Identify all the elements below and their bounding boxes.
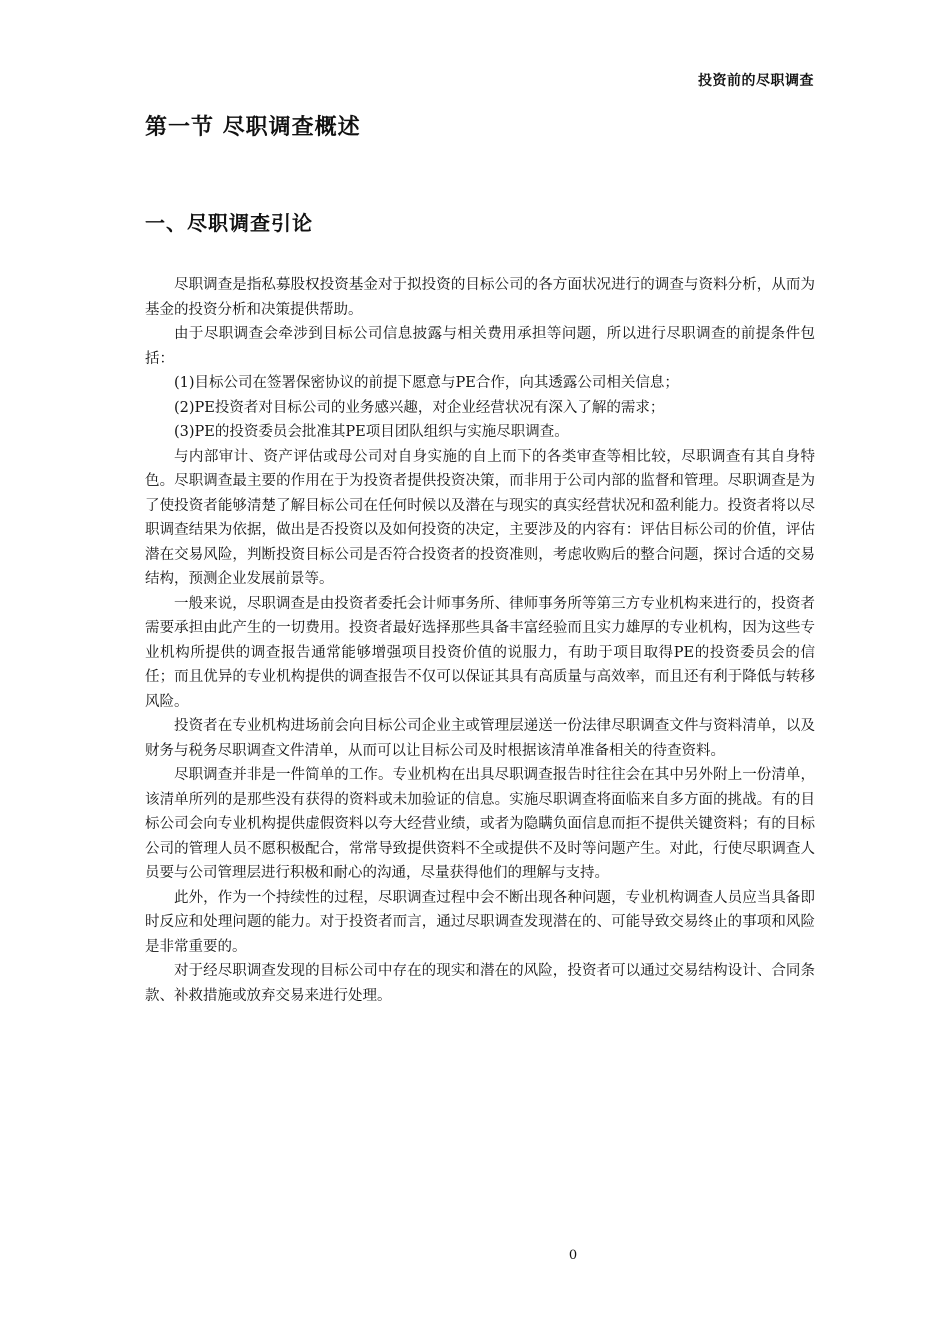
- page-number: 0: [568, 1248, 578, 1263]
- paragraph: 对于经尽职调查发现的目标公司中存在的现实和潜在的风险，投资者可以通过交易结构设计、合同条款、补救措施或放弃交易来进行处理。: [145, 963, 815, 1004]
- chapter-title: 第一节 尽职调查概述: [145, 115, 361, 140]
- paragraph: 由于尽职调查会牵涉到目标公司信息披露与相关费用承担等问题，所以进行尽职调查的前提条件包括：: [145, 326, 815, 367]
- section-title: 一、尽职调查引论: [145, 211, 313, 235]
- running-header: 投资前的尽职调查: [698, 73, 814, 89]
- paragraph: 与内部审计、资产评估或母公司对自身实施的自上而下的各类审查等相比较，尽职调查有其自身特色。尽职调查最主要的作用在于为投资者提供投资决策，而非用于公司内部的监督和管理。尽职调查是为了使投资者能够清楚了解目标公司在任何时候以及潜在与现实的真实经营状况和盈利能力。投资者将以尽职调查结果为依据，做出是否投资以及如何投资的决定，主要涉及的内容有：评估目标公司的价值，评估潜在交易风险，判断投资目标公司是否符合投资者的投资准则，考虑收购后的整合问题，探讨合适的交易结构，预测企业发展前景等。: [145, 448, 815, 587]
- list-item: (2)PE投资者对目标公司的业务感兴趣，对企业经营状况有深入了解的需求；: [174, 399, 665, 416]
- list-item: (1)目标公司在签署保密协议的前提下愿意与PE合作，向其透露公司相关信息；: [174, 375, 679, 391]
- paragraph: 投资者在专业机构进场前会向目标公司企业主或管理层递送一份法律尽职调查文件与资料清单，以及财务与税务尽职调查文件清单，从而可以让目标公司及时根据该清单准备相关的待查资料。: [145, 718, 815, 759]
- paragraph: 尽职调查是指私募股权投资基金对于拟投资的目标公司的各方面状况进行的调查与资料分析，从而为基金的投资分析和决策提供帮助。: [145, 277, 815, 318]
- paragraph: 尽职调查并非是一件简单的工作。专业机构在出具尽职调查报告时往往会在其中另外附上一份清单，该清单所列的是那些没有获得的资料或未加验证的信息。实施尽职调查将面临来自多方面的挑战。有的目标公司会向专业机构提供虚假资料以夸大经营业绩，或者为隐瞒负面信息而拒不提供关键资料；有的目标公司的管理人员不愿积极配合，常常导致提供资料不全或提供不及时等问题产生。对此，行使尽职调查人员要与公司管理层进行积极和耐心的沟通，尽量获得他们的理解与支持。: [145, 767, 815, 881]
- paragraph: 一般来说，尽职调查是由投资者委托会计师事务所、律师事务所等第三方专业机构来进行的，投资者需要承担由此产生的一切费用。投资者最好选择那些具备丰富经验而且实力雄厚的专业机构，因为这些专业机构所提供的调查报告通常能够增强项目投资价值的说服力，有助于项目取得PE的投资委员会的信任；而且优异的专业机构提供的调查报告不仅可以保证其具有高质量与高效率，而且还有利于降低与转移风险。: [145, 595, 815, 710]
- paragraph: 此外，作为一个持续性的过程，尽职调查过程中会不断出现各种问题，专业机构调查人员应当具备即时反应和处理问题的能力。对于投资者而言，通过尽职调查发现潜在的、可能导致交易终止的事项和风险是非常重要的。: [145, 889, 815, 955]
- list-item: (3)PE的投资委员会批准其PE项目团队组织与实施尽职调查。: [174, 424, 569, 440]
- body-text: [145, 273, 815, 1008]
